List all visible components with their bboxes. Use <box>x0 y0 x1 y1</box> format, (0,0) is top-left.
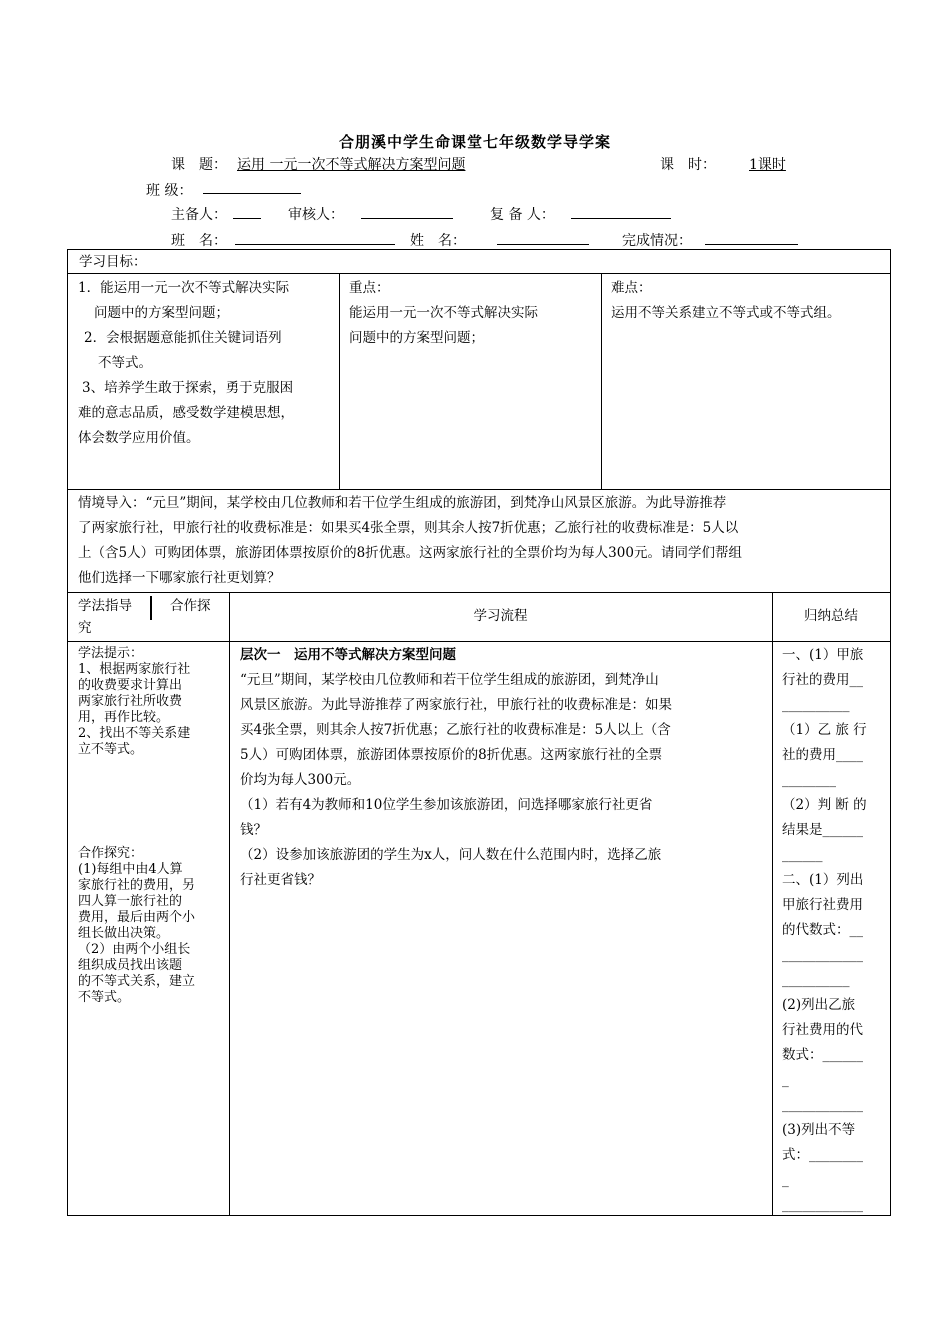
key-line: 问题中的方案型问题； <box>349 330 484 346</box>
coop-line: 组长做出决策。 <box>78 926 170 941</box>
flow-line: 钱？ <box>240 822 267 838</box>
summary-line: 结果是______ <box>782 822 863 838</box>
tip-line: 的收费要求计算出 <box>78 678 183 693</box>
flow-line: 风景区旅游。为此导游推荐了两家旅行社，甲旅行社的收费标准是：如果 <box>240 697 672 713</box>
summary-line: 行社费用的代 <box>782 1022 863 1038</box>
summary-line: 数式：______ <box>782 1047 863 1063</box>
goal-line: 3、培养学生敢于探索，勇于克服困 <box>82 380 294 396</box>
goals-list <box>78 276 336 451</box>
col-guide-head-a: 学法指导 <box>78 598 132 614</box>
flow-line: 价均为每人300元。 <box>240 772 361 788</box>
goal-line: 体会数学应用价值。 <box>78 430 200 446</box>
period-label: 课 时： <box>660 157 716 173</box>
tip-line: 1、根据两家旅行社 <box>78 662 191 677</box>
class-label: 班 名： <box>171 233 227 249</box>
summary-line: (2)列出乙旅 <box>782 997 856 1013</box>
key-line: 能运用一元一次不等式解决实际 <box>349 305 538 321</box>
coop-line: 的不等式关系，建立 <box>78 974 196 989</box>
co-preparer-blank[interactable] <box>571 202 671 219</box>
co-preparer-label: 复 备 人： <box>490 207 555 223</box>
summary-line: 行社的费用__ <box>782 672 863 688</box>
goal-line: 问题中的方案型问题； <box>94 305 229 321</box>
flow-line: 行社更省钱？ <box>240 872 321 888</box>
summary-line: ______ <box>782 847 823 863</box>
grade-blank[interactable] <box>203 177 301 194</box>
goal-line: 1．能运用一元一次不等式解决实际 <box>78 280 290 296</box>
cooperative-inquiry <box>78 846 226 1006</box>
class-blank[interactable] <box>235 228 395 245</box>
col-guide-head-c: 究 <box>78 620 92 636</box>
flow-line: 5人）可购团体票，旅游团体票按原价的8折优惠。这两家旅行社的全票 <box>240 747 663 763</box>
summary-line: 式：________ <box>782 1147 863 1163</box>
completion-blank[interactable] <box>705 228 798 245</box>
summary-line: 一、(1）甲旅 <box>782 647 864 663</box>
coop-line: (1)每组中由4人算 <box>78 862 183 877</box>
summary-line: ____________ <box>782 947 863 963</box>
tip-line: 立不等式。 <box>78 742 144 757</box>
summary-line: _ <box>782 1172 789 1188</box>
intro-paragraph <box>78 491 742 591</box>
key-label: 重点： <box>349 280 390 296</box>
summary-line: ____________ <box>782 1097 863 1113</box>
tips-label: 学法提示： <box>78 646 144 661</box>
tip-line: 2、找出不等关系建 <box>78 726 191 741</box>
col-guide-head-b: 合作探 <box>170 598 211 614</box>
col-summary-head: 归纳总结 <box>804 608 858 624</box>
summary-line: 社的费用____ <box>782 747 863 763</box>
flow-line: 买4张全票，则其余人按7折优惠；乙旅行社的收费标准是：5人以上（含 <box>240 722 671 738</box>
reviewer-label: 审核人： <box>288 207 344 223</box>
topic-label: 课 题： <box>171 157 227 173</box>
summary-line: （1）乙 旅 行 <box>782 722 867 738</box>
summary-line: ____________ <box>782 1197 863 1213</box>
intro-line: 情境导入：“元旦”期间，某学校由几位教师和若干位学生组成的旅游团，到梵净山风景区旅游。为此导游推荐 <box>78 495 727 511</box>
grade-label: 班 级： <box>146 183 193 199</box>
page-title: 合朋溪中学生命课堂七年级数学导学案 <box>338 133 611 151</box>
completion-label: 完成情况： <box>622 233 692 249</box>
key-points <box>349 276 538 351</box>
summary-line: （2）判 断 的 <box>782 797 867 813</box>
intro-line: 了两家旅行社，甲旅行社的收费标准是：如果买4张全票，则其余人按7折优惠；乙旅行社的收费标准是：5人以 <box>78 520 739 536</box>
summary-line: 的代数式：__ <box>782 922 863 938</box>
flow-line: （2）设参加该旅游团的学生为x人，问人数在什么范围内时，选择乙旅 <box>240 847 662 863</box>
level-title: 层次一 运用不等式解决方案型问题 <box>240 647 456 663</box>
learning-flow <box>240 643 768 893</box>
tip-line: 用，再作比较。 <box>78 710 170 725</box>
summary-line: __________ <box>782 697 850 713</box>
goal-line: 不等式。 <box>98 355 152 371</box>
difficulty-label: 难点： <box>611 280 652 296</box>
coop-line: 组织成员找出该题 <box>78 958 183 973</box>
tip-line: 两家旅行社所收费 <box>78 694 183 709</box>
intro-line: 上（含5人）可购团体票，旅游团体票按原价的8折优惠。这两家旅行社的全票价均为每人300元。请同学们帮组 <box>78 545 742 561</box>
study-tips <box>78 646 226 758</box>
flow-line: （1）若有4为教师和10位学生参加该旅游团，问选择哪家旅行社更省 <box>240 797 653 813</box>
summary-line: ________ <box>782 772 836 788</box>
name-blank[interactable] <box>497 228 589 245</box>
difficulty <box>611 276 841 326</box>
coop-line: 四人算一旅行社的 <box>78 894 183 909</box>
intro-line: 他们选择一下哪家旅行社更划算？ <box>78 570 281 586</box>
summary-column <box>782 643 888 1218</box>
name-label: 姓 名： <box>410 233 466 249</box>
summary-line: 二、(1）列出 <box>782 872 864 888</box>
flow-line: “元旦”期间，某学校由几位教师和若干位学生组成的旅游团，到梵净山 <box>240 672 659 688</box>
period-value: 1课时 <box>749 157 786 173</box>
goal-line: 2．会根据题意能抓住关键词语列 <box>84 330 282 346</box>
summary-line: __________ <box>782 972 850 988</box>
coop-line: 费用，最后由两个小 <box>78 910 196 925</box>
coop-line: 家旅行社的费用，另 <box>78 878 196 893</box>
reviewer-blank[interactable] <box>361 202 453 219</box>
objectives-heading: 学习目标： <box>79 254 147 270</box>
topic-value: 运用 一元一次不等式解决方案型问题 <box>237 157 466 173</box>
coop-line: 不等式。 <box>78 990 131 1005</box>
coop-line: （2）由两个小组长 <box>78 942 191 957</box>
summary-line: _ <box>782 1072 789 1088</box>
difficulty-text: 运用不等关系建立不等式或不等式组。 <box>611 305 841 321</box>
preparer-blank[interactable] <box>233 202 261 219</box>
summary-line: 甲旅行社费用 <box>782 897 863 913</box>
preparer-label: 主备人： <box>171 207 227 223</box>
col-flow-head: 学习流程 <box>473 608 528 624</box>
coop-label: 合作探究： <box>78 846 144 861</box>
summary-line: (3)列出不等 <box>782 1122 856 1138</box>
goal-line: 难的意志品质，感受数学建模思想， <box>78 405 294 421</box>
